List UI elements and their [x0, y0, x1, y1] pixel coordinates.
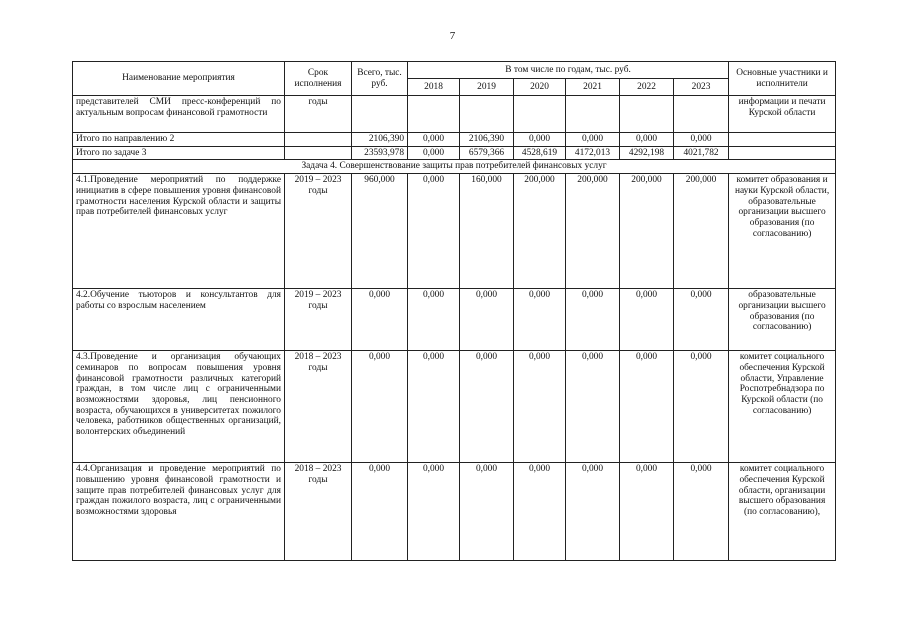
- year-value: 0,000: [566, 289, 620, 351]
- year-value: 0,000: [620, 351, 674, 463]
- year-value: 0,000: [566, 463, 620, 561]
- year-value: 0,000: [674, 463, 729, 561]
- year-value: 0,000: [514, 351, 566, 463]
- activity-term: 2018 – 2023 годы: [285, 351, 352, 463]
- year-value: 4021,782: [674, 146, 729, 160]
- header-year: 2018: [408, 79, 460, 96]
- year-value: 0,000: [566, 133, 620, 147]
- activities-table: [72, 61, 836, 561]
- year-value: 0,000: [566, 351, 620, 463]
- table-row: [73, 351, 836, 463]
- year-value: 0,000: [514, 133, 566, 147]
- activity-total: 2106,390: [352, 133, 408, 147]
- year-value: 0,000: [514, 463, 566, 561]
- year-value: 2106,390: [460, 133, 514, 147]
- activity-name: Итого по направлению 2: [73, 133, 285, 147]
- activity-participants: комитет социального обеспечения Курской области, Управление Роспотребнадзора по Курской области (по согласованию): [729, 351, 836, 463]
- activity-term: [285, 146, 352, 160]
- year-value: 0,000: [460, 289, 514, 351]
- year-value: [620, 96, 674, 133]
- activity-term: годы: [285, 96, 352, 133]
- activity-total: 0,000: [352, 351, 408, 463]
- activity-name: 4.3.Проведение и организация обучающих семинаров по вопросам повышения уровня финансовой грамотности различных категорий граждан, в том числе лиц с ограниченными возможностями здоровья, лиц пенсионного возраста, обучающихся в университетах пожилого человека, работников общественных организаций, волонтерских объединений: [73, 351, 285, 463]
- year-value: 0,000: [620, 463, 674, 561]
- activity-total: 0,000: [352, 289, 408, 351]
- year-value: 200,000: [514, 174, 566, 289]
- year-value: 0,000: [408, 463, 460, 561]
- table-row: [73, 133, 836, 147]
- activity-term: [285, 133, 352, 147]
- header-by-years: В том числе по годам, тыс. руб.: [408, 62, 729, 79]
- year-value: 0,000: [408, 133, 460, 147]
- table-row: [73, 463, 836, 561]
- page-number: 7: [449, 30, 456, 42]
- activity-term: 2018 – 2023 годы: [285, 463, 352, 561]
- header-name: Наименование мероприятия: [73, 62, 285, 96]
- header-year: 2019: [460, 79, 514, 96]
- year-value: 0,000: [408, 289, 460, 351]
- year-value: [674, 96, 729, 133]
- table-row: [73, 146, 836, 160]
- year-value: 0,000: [408, 174, 460, 289]
- year-value: [514, 96, 566, 133]
- year-value: 0,000: [674, 133, 729, 147]
- activity-participants: [729, 146, 836, 160]
- activity-participants: комитет образования и науки Курской области, образовательные организации высшего образования (по согласованию): [729, 174, 836, 289]
- activity-participants: образовательные организации высшего образования (по согласованию): [729, 289, 836, 351]
- year-value: 4528,619: [514, 146, 566, 160]
- activity-participants: информации и печати Курской области: [729, 96, 836, 133]
- header-participants: Основные участники и исполнители: [729, 62, 836, 96]
- header-year: 2022: [620, 79, 674, 96]
- year-value: [566, 96, 620, 133]
- header-year: 2023: [674, 79, 729, 96]
- activity-name: 4.2.Обучение тьюторов и консультантов для работы со взрослым населением: [73, 289, 285, 351]
- year-value: 6579,366: [460, 146, 514, 160]
- activity-name: 4.4.Организация и проведение мероприятий по повышению уровня финансовой грамотности и защите прав потребителей финансовых услуг для граждан пожилого возраста, лиц с ограниченными возможностями здоровья: [73, 463, 285, 561]
- year-value: 200,000: [620, 174, 674, 289]
- year-value: 200,000: [566, 174, 620, 289]
- table-row: [73, 96, 836, 133]
- year-value: 0,000: [408, 146, 460, 160]
- year-value: 0,000: [620, 289, 674, 351]
- year-value: [408, 96, 460, 133]
- header-total: Всего, тыс. руб.: [352, 62, 408, 96]
- activity-total: 960,000: [352, 174, 408, 289]
- header-year: 2021: [566, 79, 620, 96]
- year-value: 0,000: [408, 351, 460, 463]
- year-value: 0,000: [514, 289, 566, 351]
- activity-name: 4.1.Проведение мероприятий по поддержке инициатив в сфере повышения уровня финансовой грамотности населения Курской области и защиты прав потребителей финансовых услуг: [73, 174, 285, 289]
- activity-total: 23593,978: [352, 146, 408, 160]
- year-value: 0,000: [460, 463, 514, 561]
- table-row: [73, 289, 836, 351]
- table-row: [73, 174, 836, 289]
- activity-name: Итого по задаче 3: [73, 146, 285, 160]
- year-value: 0,000: [674, 351, 729, 463]
- year-value: 0,000: [674, 289, 729, 351]
- year-value: 0,000: [460, 351, 514, 463]
- year-value: 4292,198: [620, 146, 674, 160]
- activity-term: 2019 – 2023 годы: [285, 289, 352, 351]
- task-heading-row: [73, 160, 836, 174]
- header-year: 2020: [514, 79, 566, 96]
- year-value: 4172,013: [566, 146, 620, 160]
- year-value: 0,000: [620, 133, 674, 147]
- task-title: Задача 4. Совершенствование защиты прав потребителей финансовых услуг: [73, 160, 836, 174]
- year-value: [460, 96, 514, 133]
- activity-term: 2019 – 2023 годы: [285, 174, 352, 289]
- activity-total: 0,000: [352, 463, 408, 561]
- activity-participants: комитет социального обеспечения Курской области, организации высшего образования (по согласованию),: [729, 463, 836, 561]
- header-term: Срок исполнения: [285, 62, 352, 96]
- year-value: 200,000: [674, 174, 729, 289]
- activity-name: представителей СМИ пресс-конференций по актуальным вопросам финансовой грамотности: [73, 96, 285, 133]
- activity-total: [352, 96, 408, 133]
- activity-participants: [729, 133, 836, 147]
- year-value: 160,000: [460, 174, 514, 289]
